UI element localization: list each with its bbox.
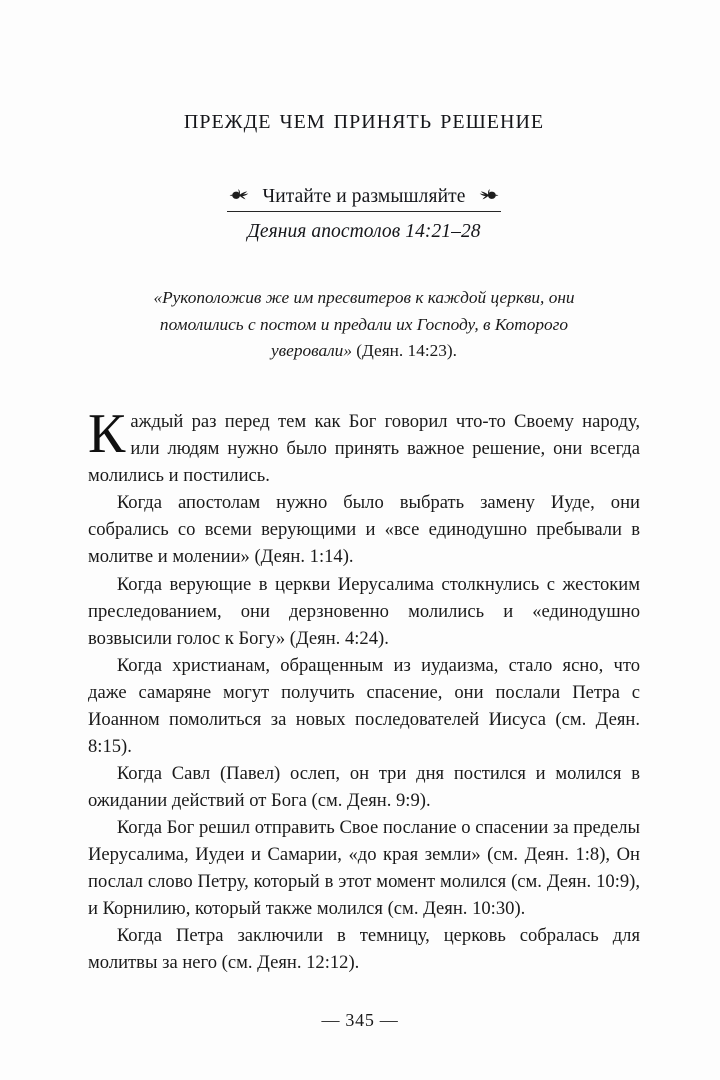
page-title: прежде чем принять решение xyxy=(183,104,545,135)
epigraph-citation: (Деян. 14:23). xyxy=(351,340,457,360)
body-paragraph: Когда апостолам нужно было выбрать замену Иуде, они собрались со всеми верующими и «все единодушно пребывали в молитве и молении» (Деян. 1:14). xyxy=(88,492,640,568)
section-heading-label: Читайте и размышляйте xyxy=(262,185,466,207)
fleuron-right-icon xyxy=(478,188,499,203)
body-paragraph: Когда Петра заключили в темницу, церковь собралась для молитвы за него (см. Деян. 12:12). xyxy=(88,925,640,974)
body-paragraph: Когда верующие в церкви Иерусалима столкнулись с жестоким преследованием, они дерзновенно молились и «единодушно возвысили голос к Богу» (Деян. 4:24). xyxy=(88,573,640,649)
page-number: — 345 — xyxy=(321,1010,399,1030)
body-text xyxy=(88,364,640,976)
body-paragraph: Когда Савл (Павел) ослеп, он три дня постился и молился в ожидании действий от Бога (см. Деян. 9:9). xyxy=(88,762,640,811)
section-heading xyxy=(88,136,640,213)
body-paragraph: Каждый раз перед тем как Бог говорил что-то Своему народу, или людям нужно было принять важное решение, они всегда молились и постились. xyxy=(88,403,640,487)
epigraph-quote: «Рукоположив же им пресвитеров к каждой церкви, они помолились с постом и предали их Господу, в Которого уверовали» xyxy=(153,288,575,360)
fleuron-left-icon xyxy=(229,188,250,203)
section-heading-inner xyxy=(227,187,502,213)
text-column xyxy=(88,0,640,976)
body-paragraph: Когда христианам, обращенным из иудаизма, стало ясно, что даже самаряне могут получить спасение, они послали Петра с Иоанном помолиться за новых последователей Иисуса (см. Деян. 8:15). xyxy=(88,654,640,757)
scripture-reference: Деяния апостолов 14:21–28 xyxy=(247,221,481,243)
body-paragraph: Когда Бог решил отправить Свое послание о спасении за пределы Иерусалима, Иудеи и Самарии, «до края земли» (см. Деян. 1:8), Он послал слово Петру, который в этот момент молился (см. Деян. 10:9), и Корнилию, который также молился (см. Деян. 10:30). xyxy=(88,816,640,920)
epigraph xyxy=(88,243,640,364)
